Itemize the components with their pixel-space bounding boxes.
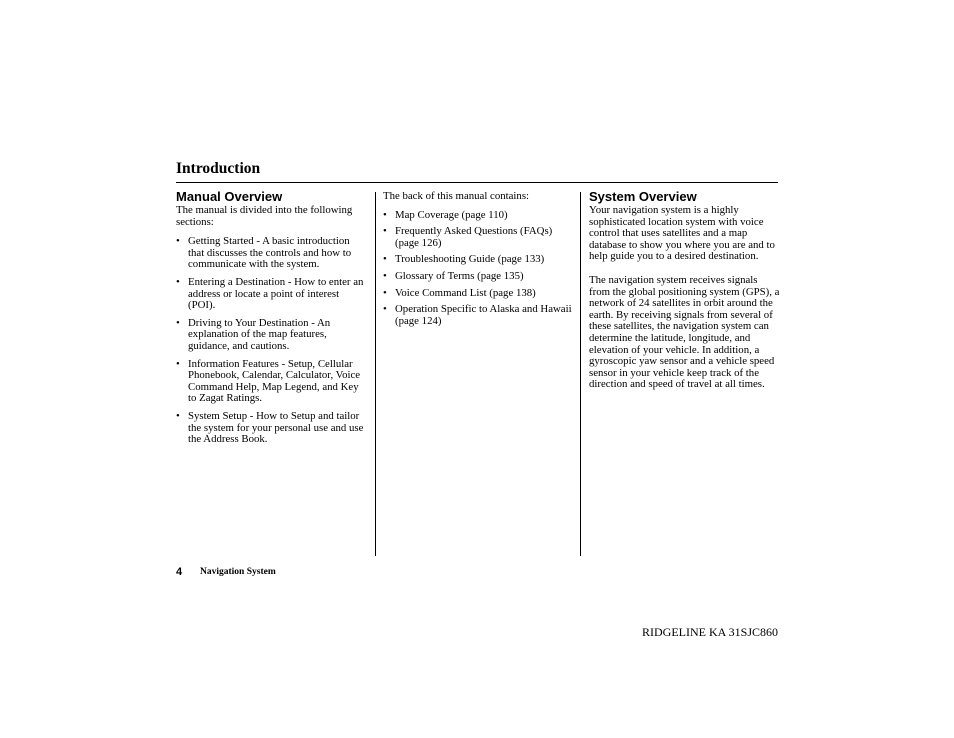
list-item: • Entering a Destination - How to enter an address or locate a point of interest (POI). xyxy=(176,277,366,312)
document-id: RIDGELINE KA 31SJC860 xyxy=(641,625,778,639)
column-divider xyxy=(375,192,376,556)
page-number: 4 xyxy=(176,566,183,578)
system-overview-column xyxy=(589,190,781,391)
list-item: • Voice Command List (page 138) xyxy=(383,288,573,300)
system-overview-paragraph: The navigation system receives signals from the global positioning system (GPS), a network of 24 satellites in orbit around the earth. By receiving signals from several of these satellites, the navigation system can determine the latitude, longitude, and elevation of your vehicle. In addition, a gyroscopic yaw sensor and a vehicle speed sensor in your vehicle keep track of the direction and speed of travel at all times. xyxy=(589,273,780,391)
back-matter-list xyxy=(383,210,573,328)
list-item: • Driving to Your Destination - An explanation of the map features, guidance, and cautions. xyxy=(176,318,366,353)
list-item: • Getting Started - A basic introduction that discusses the controls and how to communicate with the system. xyxy=(176,236,366,271)
manual-overview-intro: The manual is divided into the following sections: xyxy=(176,204,353,228)
list-item: • Map Coverage (page 110) xyxy=(383,210,573,222)
list-item: • Information Features - Setup, Cellular Phonebook, Calendar, Calculator, Voice Command Help, Map Legend, and Key to Zagat Ratings. xyxy=(176,359,366,405)
list-item: • Troubleshooting Guide (page 133) xyxy=(383,254,573,266)
system-overview-paragraph: Your navigation system is a highly sophisticated location system with voice control that uses satellites and a map database to show you where you are and to help guide you to a desired destination. xyxy=(589,204,775,263)
section-title: Introduction xyxy=(176,160,261,177)
list-item: • System Setup - How to Setup and tailor the system for your personal use and use the Address Book. xyxy=(176,411,366,446)
back-matter-column xyxy=(383,190,573,332)
title-divider xyxy=(176,182,778,183)
list-item: • Frequently Asked Questions (FAQs) (page 126) xyxy=(383,226,573,249)
footer-label: Navigation System xyxy=(200,567,276,577)
list-item: • Operation Specific to Alaska and Hawaii (page 124) xyxy=(383,304,573,327)
column-divider xyxy=(580,192,581,556)
list-item: • Glossary of Terms (page 135) xyxy=(383,271,573,283)
manual-overview-heading: Manual Overview xyxy=(176,189,283,204)
system-overview-heading: System Overview xyxy=(589,189,697,204)
back-matter-intro: The back of this manual contains: xyxy=(383,190,530,202)
manual-overview-column xyxy=(176,190,366,452)
manual-sections-list xyxy=(176,236,366,446)
